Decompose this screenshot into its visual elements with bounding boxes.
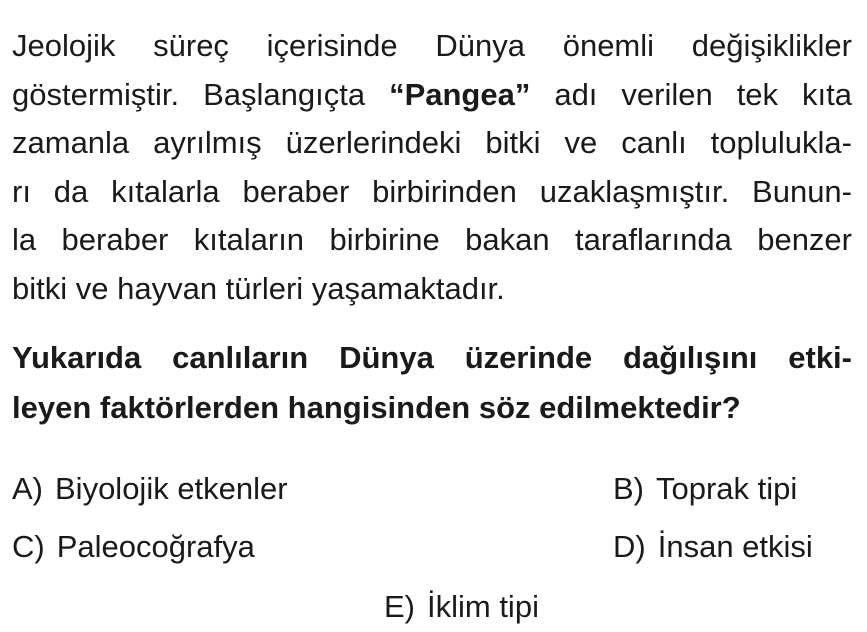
option-e-text: İklim tipi <box>427 589 539 624</box>
option-c-letter: C) <box>12 529 45 564</box>
passage-line-6: bitki ve hayvan türleri yaşamaktadır. <box>12 270 505 306</box>
question-line-1: Yukarıda canlıların Dünya üzerinde dağılışını etki- <box>12 340 852 375</box>
pangea-term: “Pangea” <box>389 76 531 112</box>
passage-line-5: la beraber kıtaların birbirine bakan taraflarında benzer <box>12 222 852 257</box>
passage-line-2 <box>12 71 852 120</box>
option-e-letter: E) <box>384 589 415 624</box>
option-d-letter: D) <box>613 529 646 564</box>
question-line-2: leyen faktörlerden hangisinden söz edilmektedir? <box>12 390 741 425</box>
option-c[interactable] <box>12 527 255 567</box>
option-a-text: Biyolojik etkenler <box>55 471 288 506</box>
option-a-letter: A) <box>12 471 43 506</box>
passage-line-1: Jeolojik süreç içerisinde Dünya önemli değişiklikler <box>12 28 852 63</box>
option-b[interactable] <box>613 469 797 509</box>
passage-line-3: zamanla ayrılmış üzerlerindeki bitki ve canlı topluluklа- <box>12 125 852 160</box>
option-b-letter: B) <box>613 471 644 506</box>
question-text <box>12 333 852 433</box>
passage-line-4: rı da kıtalarla beraber birbirinden uzaklaşmıştır. Bunun- <box>12 173 852 209</box>
option-c-text: Paleocoğrafya <box>56 529 255 564</box>
option-d[interactable] <box>613 527 813 567</box>
passage-line-2-end: adı verilen tek kıta <box>530 76 852 112</box>
passage-text <box>12 22 852 313</box>
passage-line-2-start: göstermiştir. Başlangıçta <box>12 76 390 112</box>
option-b-text: Toprak tipi <box>656 471 798 506</box>
option-d-text: İnsan etkisi <box>657 529 813 564</box>
option-a[interactable] <box>12 469 288 509</box>
option-e[interactable] <box>384 587 539 627</box>
